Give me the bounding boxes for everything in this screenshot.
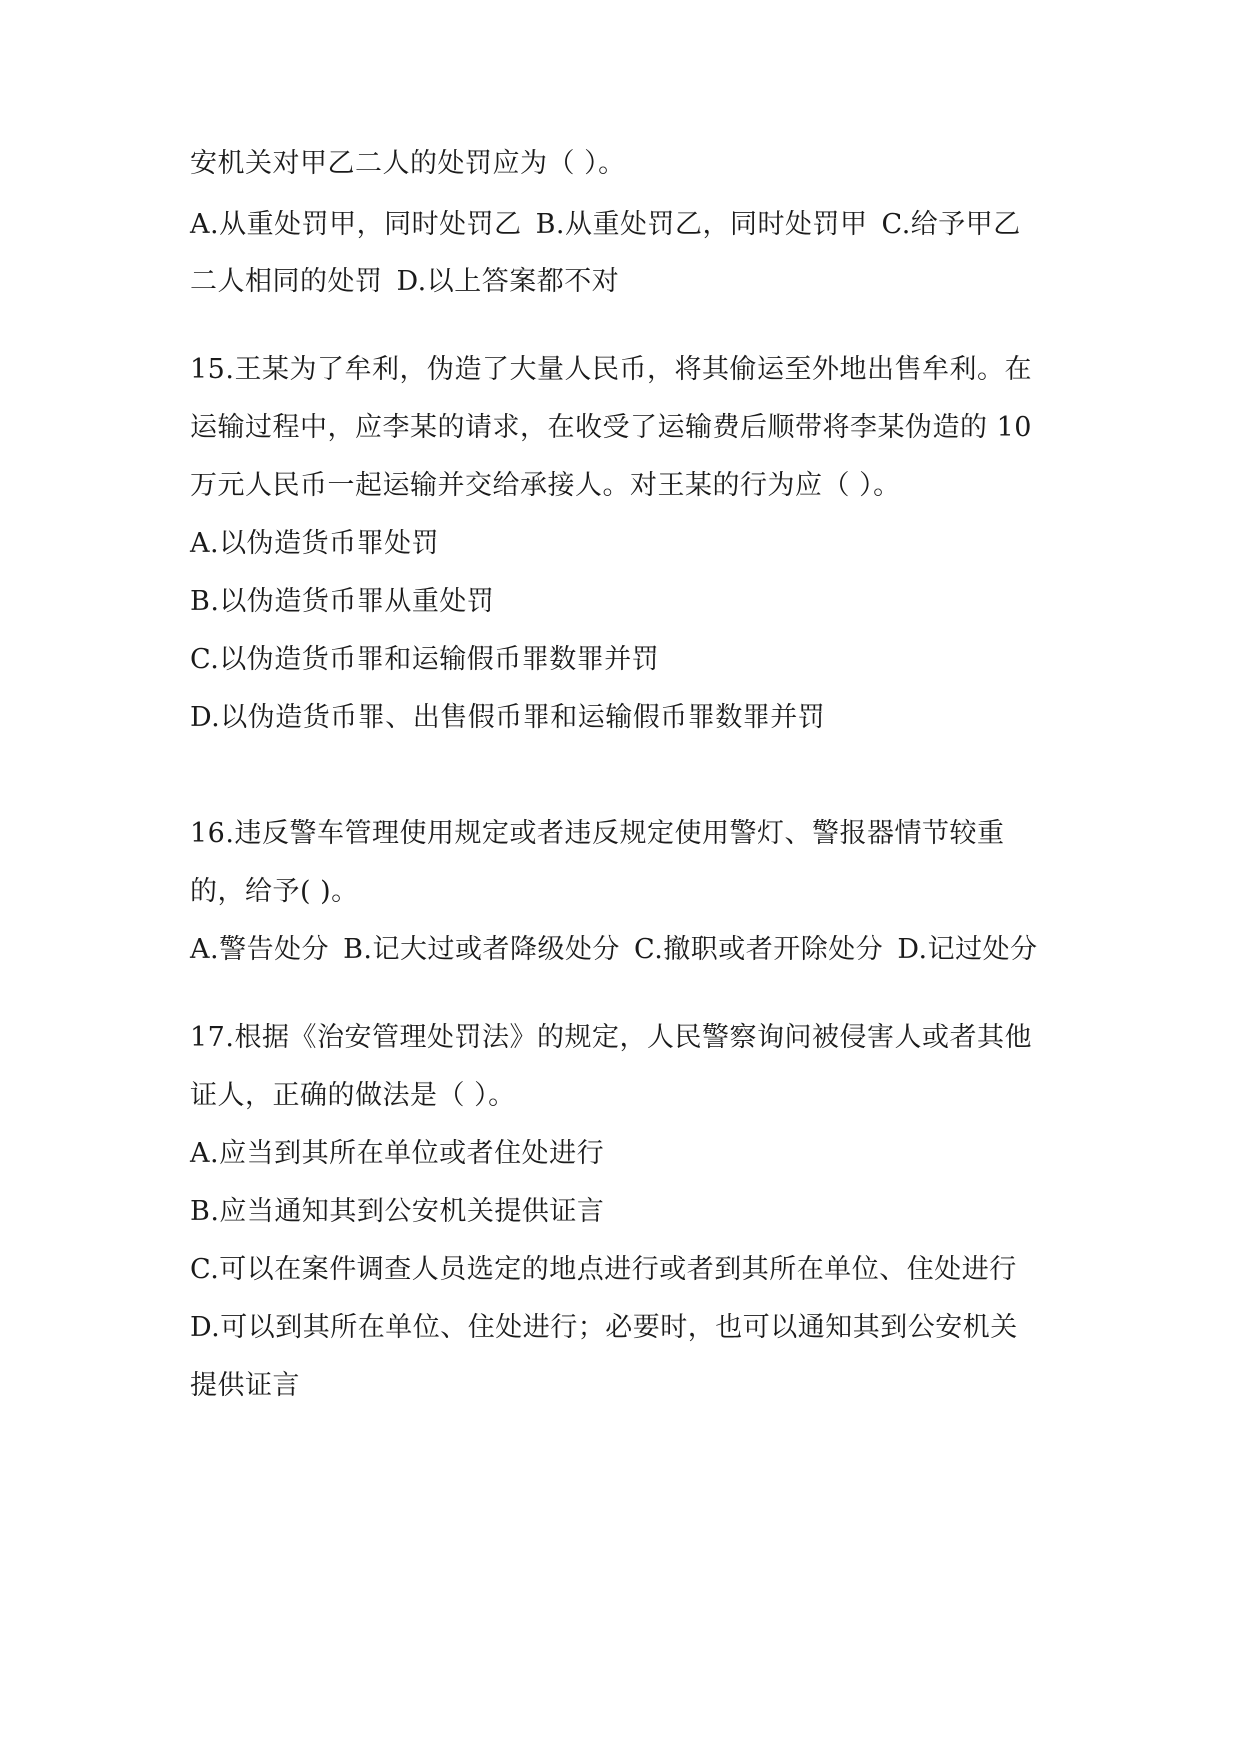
q16-options-line (190, 936, 1038, 963)
q17-stem-line-2: 证人，正确的做法是（ ）。 (190, 1080, 516, 1111)
q14-option-d: D.以上答案都不对 (396, 266, 620, 297)
q15-stem-line-3: 万元人民币一起运输并交给承接人。对王某的行为应（ ）。 (190, 470, 901, 501)
q15-option-a: A.以伪造货币罪处罚 (190, 528, 440, 559)
q16-option-d: D.记过处分 (897, 934, 1038, 965)
q17-option-b: B.应当通知其到公安机关提供证言 (190, 1196, 605, 1227)
q14-option-c-part: C.给予甲乙 (881, 209, 1021, 240)
q16-option-c: C.撤职或者开除处分 (634, 934, 884, 965)
q17-option-a: A.应当到其所在单位或者住处进行 (190, 1138, 605, 1169)
q17-option-d: D.可以到其所在单位、住处进行；必要时，也可以通知其到公安机关 (190, 1312, 1018, 1343)
q17-stem-line-1: 17.根据《治安管理处罚法》的规定，人民警察询问被侵害人或者其他 (190, 1022, 1032, 1053)
q15-option-c: C.以伪造货币罪和运输假币罪数罪并罚 (190, 644, 660, 675)
q16-option-b: B.记大过或者降级处分 (343, 934, 621, 965)
q14-option-a: A.从重处罚甲，同时处罚乙 (190, 209, 522, 240)
q14-option-c-rest: 二人相同的处罚 (190, 266, 383, 297)
q15-option-d: D.以伪造货币罪、出售假币罪和运输假币罪数罪并罚 (190, 702, 826, 733)
q16-stem-line-2: 的，给予( )。 (190, 876, 359, 907)
q16-option-a: A.警告处分 (190, 934, 330, 965)
q15-stem-line-1: 15.王某为了牟利，伪造了大量人民币，将其偷运至外地出售牟利。在 (190, 354, 1032, 385)
q16-stem-line-1: 16.违反警车管理使用规定或者违反规定使用警灯、警报器情节较重 (190, 818, 1005, 849)
q14-stem-tail: 安机关对甲乙二人的处罚应为（ ）。 (190, 148, 626, 179)
q15-stem-line-2: 运输过程中，应李某的请求，在收受了运输费后顺带将李某伪造的 10 (190, 412, 1032, 443)
q17-option-d-continued: 提供证言 (190, 1370, 300, 1401)
q14-options-line-1 (190, 211, 1021, 238)
q17-option-c: C.可以在案件调查人员选定的地点进行或者到其所在单位、住处进行 (190, 1254, 1017, 1285)
q14-options-line-2 (190, 268, 619, 295)
q14-option-b: B.从重处罚乙，同时处罚甲 (535, 209, 868, 240)
q15-option-b: B.以伪造货币罪从重处罚 (190, 586, 495, 617)
